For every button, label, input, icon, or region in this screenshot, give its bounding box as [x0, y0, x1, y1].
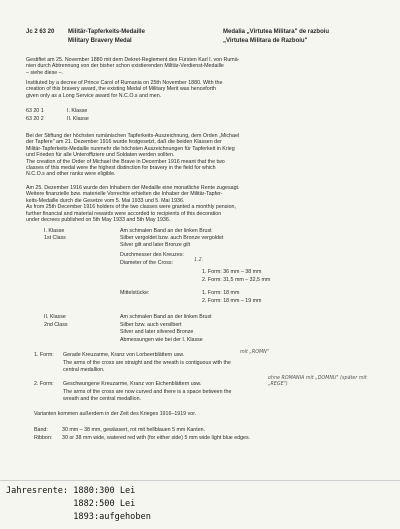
- text-line: As from 25th December 1916 holders of the two classes were granted a monthly pension,: [26, 204, 236, 211]
- center-form2: 2. Form: 18 mm – 19 mm: [202, 298, 262, 304]
- class2-label-de: II. Klasse: [44, 314, 66, 320]
- band-label: Band:: [34, 427, 48, 433]
- class-code: 63 20 1: [26, 108, 44, 114]
- text-line: under decrees published on 5th May 1933 and 5th May 1936.: [26, 217, 171, 224]
- class2-line: Silver and later silvered Bronze: [120, 329, 194, 335]
- class1-line: Silber vergoldet bzw. auch Bronze vergoldet: [120, 235, 224, 241]
- form2-label: 2. Form:: [34, 381, 54, 387]
- form1-label: 1. Form:: [34, 352, 54, 358]
- text-line: keits-Medaille durch die Gesetze vom 5. Mai 1933 und 5. Mai 1936.: [26, 197, 185, 204]
- variants-note: Varianten kommen außerdem in der Zeit des Krieges 1916–1919 vor.: [34, 411, 197, 417]
- text-line: further financial and material rewards were accorded to recipients of this decoration: [26, 210, 222, 217]
- form2-line: wreath and the central medallion.: [63, 396, 142, 402]
- form1-line: Gerade Kreuzarme, Kranz von Lorbeerblättern usw.: [63, 352, 185, 358]
- intro-german: [26, 57, 376, 76]
- text-line: nien durch Abtrennung von der bisher schon existierenden Militär-Verdienst-Medaille: [26, 63, 224, 70]
- text-line: Weitere finanzielle bzw. materielle Vorrechte erhielten die Inhaber der Militär-Tapfer-: [26, 191, 223, 198]
- intro-english: [26, 80, 376, 99]
- cross-form2: 2. Form: 31,5 mm – 32,5 mm: [202, 277, 271, 283]
- center-label: Mittelstücke:: [120, 290, 150, 296]
- text-line: Bei der Stiftung der höchsten rumänischen Tapferkeits-Auszeichnung, dem Orden „Michael: [26, 133, 240, 139]
- class1-label-de: I. Klasse: [44, 228, 65, 234]
- handwritten-note: ohne ROMANIA mit „DOMNU" (später mit „REGE"): [268, 376, 367, 387]
- title-romanian-sub: „Virtutea Militara de Razboiu": [223, 38, 308, 44]
- class1-line: Am schmalen Band an der linken Brust: [120, 228, 212, 234]
- class-code: 63 20 2: [26, 116, 44, 122]
- pension-note-line: Jahresrente: 1880:300 Lei: [6, 486, 136, 496]
- class2-label-en: 2nd Class: [44, 322, 68, 328]
- catalog-code: Jc 2 63 20: [26, 29, 55, 35]
- form1-line: The arms of the cross are straight and the wreath is contiguous with the: [63, 360, 231, 366]
- text-line: Instituted by a decree of Prince Carol of Rumania on 25th November 1880. With the: [26, 80, 223, 86]
- title-german: Militär-Tapferkeits-Medaille: [68, 29, 145, 35]
- class1-line: Diameter of the Cross:: [120, 260, 173, 266]
- class-name: I. Klasse: [67, 108, 88, 114]
- text-line: classes of this medal were the highest distinction for bravery in the field for which: [26, 165, 216, 172]
- divider: [0, 480, 400, 481]
- text-line: Am 25. Dezember 1916 wurde den Inhabern der Medaille eine monatliche Rente zugesagt.: [26, 185, 240, 191]
- text-line: given only as a Long Service award for N.C.O.s and men.: [26, 92, 162, 99]
- form2-line: Geschwungene Kreuzarme, Kranz von Eichenblättern usw.: [63, 381, 202, 387]
- order-paragraph: [26, 133, 376, 178]
- ribbon-text: 30 or 38 mm wide, watered red with (for either side) 5 mm wide light blue edges.: [62, 435, 251, 441]
- class1-line: Durchmesser des Kreuzes:: [120, 252, 184, 258]
- text-line: creation of this bravery award, the existing Medal of Military Merit was henceforth: [26, 86, 216, 93]
- text-line: und Frieden für alle Unteroffiziere und Soldaten werden sollten.: [26, 152, 175, 159]
- class2-line: Abmessungen wie bei der I. Klasse: [120, 337, 203, 343]
- title-romanian: Medalia „Virtutea Militara" de razboiu: [223, 29, 330, 35]
- center-form1: 1. Form: 18 mm: [202, 290, 240, 296]
- text-line: Militär-Tapferkeits-Medaille nunmehr die höchsten Auszeichnungen für Tapferkeit in Krieg: [26, 145, 235, 152]
- cross-form1: 1. Form: 36 mm – 38 mm: [202, 269, 262, 275]
- class2-line: Silber bzw. auch versilbert: [120, 322, 182, 328]
- pension-note-line: 1893:aufgehoben: [6, 512, 151, 522]
- class1-label-en: 1st Class: [44, 235, 66, 241]
- class-name: II. Klasse: [67, 116, 89, 122]
- form1-line: central medallion.: [63, 367, 105, 373]
- form2-line: The arms of the cross are now curved and there is a space between the: [63, 389, 232, 395]
- class1-line: Silver gilt and later Bronze gilt: [120, 242, 191, 248]
- band-text: 30 mm – 38 mm, gewässert, rot mit hellblauen 5 mm Kanten.: [62, 427, 206, 433]
- text-line: Gestiftet am 25. November 1880 mit dem Dekret-Reglement des Fürsten Karl I. von Rumä-: [26, 57, 240, 63]
- pension-note-line: 1882:500 Lei: [6, 499, 136, 509]
- title-english: Military Bravery Medal: [68, 38, 132, 44]
- text-line: der Tapfere" am 21. Dezember 1916 wurde festgesetzt, daß die beiden Klassen der: [26, 139, 222, 146]
- handwritten-note: 1.2.: [194, 258, 204, 263]
- handwritten-note: mit „ROMN": [240, 350, 269, 355]
- class2-line: Am schmalen Band an der linken Brust: [120, 314, 212, 320]
- text-line: N.C.O.s and other ranks were eligible.: [26, 171, 116, 178]
- ribbon-label: Ribbon:: [34, 435, 53, 441]
- text-line: – siehe diese –.: [26, 69, 64, 76]
- pension-paragraph: [26, 185, 376, 223]
- text-line: The creation of the Order of Michael the Brave in December 1916 meant that the two: [26, 158, 225, 165]
